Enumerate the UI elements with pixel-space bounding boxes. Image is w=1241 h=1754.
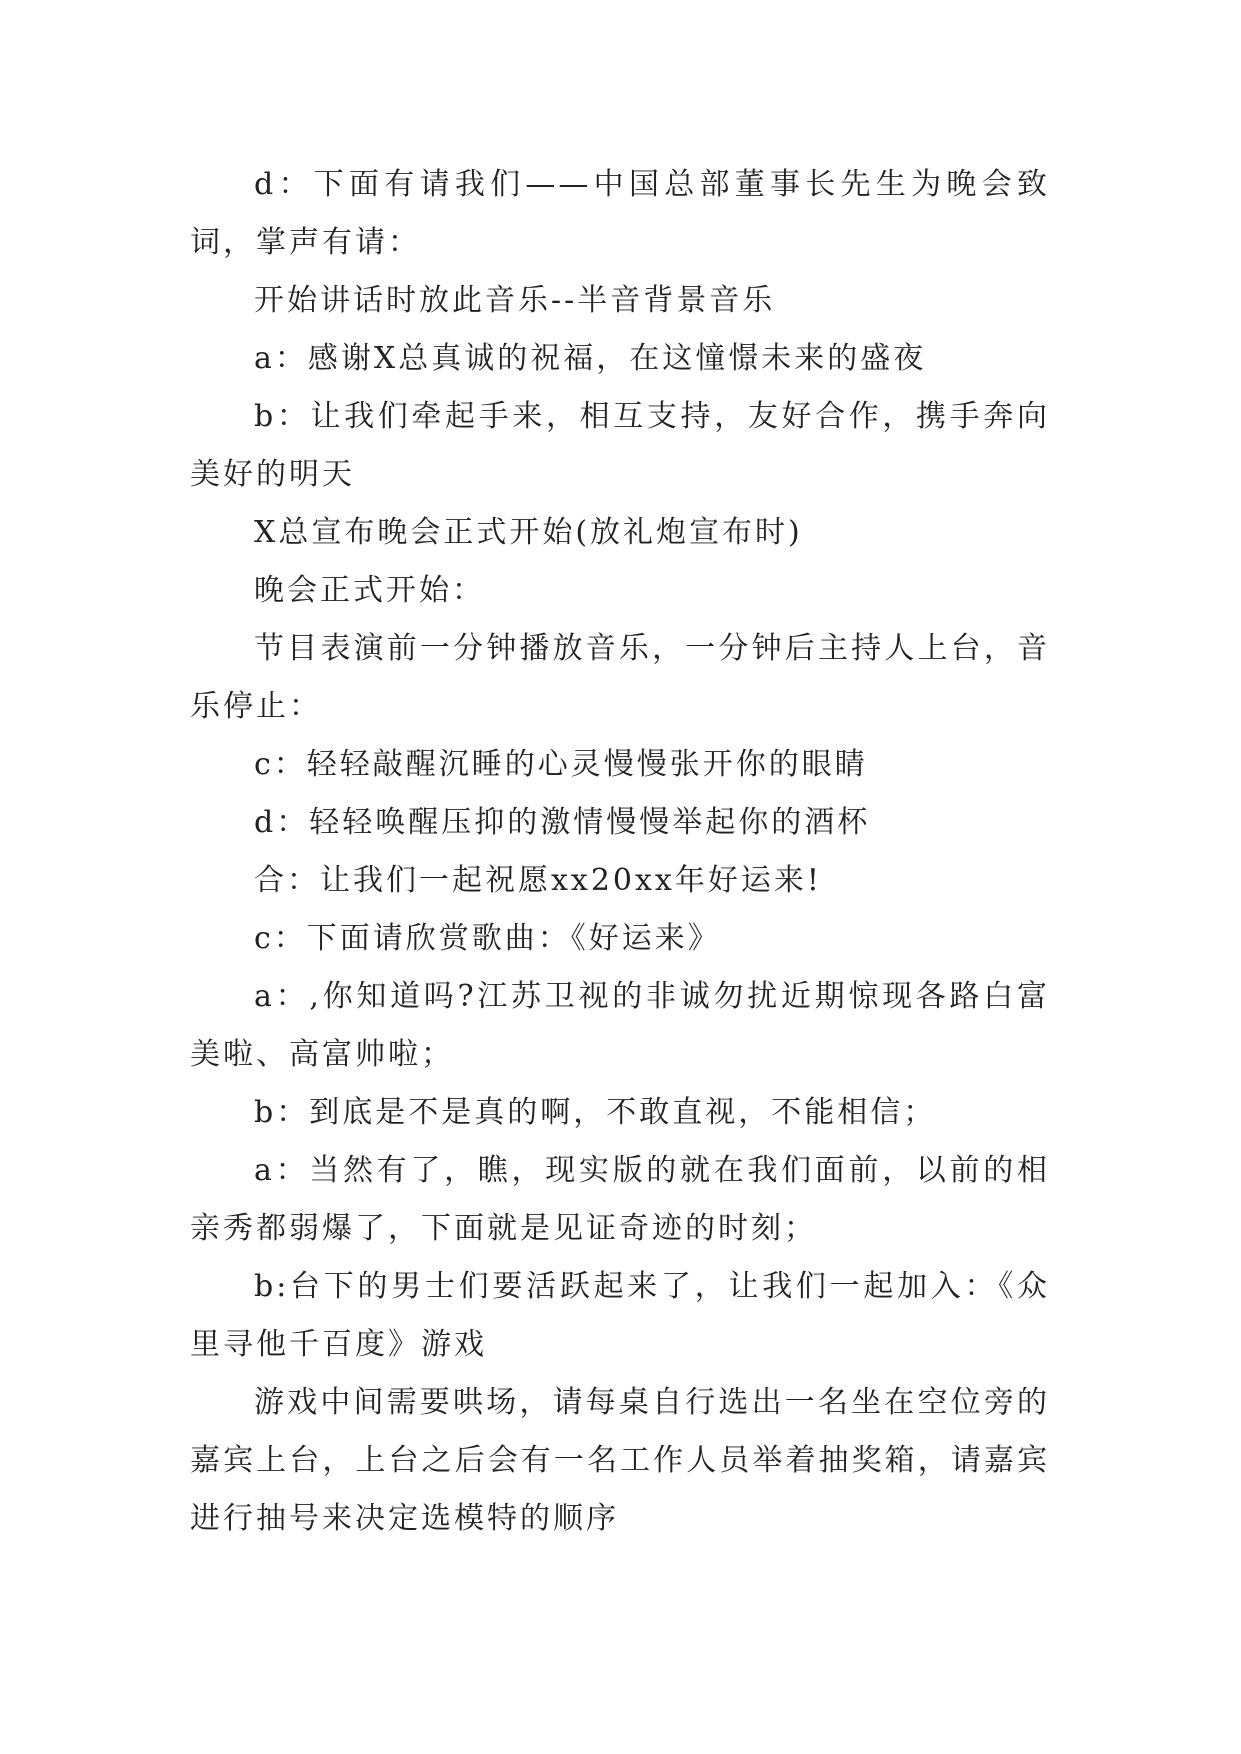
paragraph: 晚会正式开始： bbox=[254, 573, 485, 608]
paragraph: c：轻轻敲醒沉睡的心灵慢慢张开你的眼睛 bbox=[254, 747, 868, 782]
paragraph: b：到底是不是真的啊，不敢直视，不能相信； bbox=[254, 1095, 937, 1130]
document-body bbox=[190, 156, 1050, 1548]
paragraph: a：,你知道吗?江苏卫视的非诚勿扰近期惊现各路白富美啦、高富帅啦； bbox=[190, 979, 1050, 1072]
paragraph: d：轻轻唤醒压抑的激情慢慢举起你的酒杯 bbox=[254, 805, 871, 840]
paragraph: 节目表演前一分钟播放音乐，一分钟后主持人上台，音乐停止： bbox=[190, 631, 1050, 724]
paragraph: a：当然有了，瞧，现实版的就在我们面前，以前的相亲秀都弱爆了，下面就是见证奇迹的时刻； bbox=[190, 1153, 1050, 1246]
paragraph: d：下面有请我们——中国总部董事长先生为晚会致词，掌声有请： bbox=[190, 167, 1050, 260]
paragraph: c：下面请欣赏歌曲：《好运来》 bbox=[254, 921, 721, 956]
paragraph: 开始讲话时放此音乐--半音背景音乐 bbox=[254, 283, 776, 318]
paragraph: 合：让我们一起祝愿xx20xx年好运来! bbox=[254, 863, 822, 898]
paragraph: X总宣布晚会正式开始(放礼炮宣布时) bbox=[254, 515, 803, 550]
paragraph: a：感谢X总真诚的祝福，在这憧憬未来的盛夜 bbox=[254, 341, 927, 376]
paragraph: b：让我们牵起手来，相互支持，友好合作，携手奔向美好的明天 bbox=[190, 399, 1050, 492]
paragraph: 游戏中间需要哄场，请每桌自行选出一名坐在空位旁的嘉宾上台，上台之后会有一名工作人员举着抽奖箱，请嘉宾进行抽号来决定选模特的顺序 bbox=[190, 1385, 1050, 1536]
paragraph: b:台下的男士们要活跃起来了，让我们一起加入：《众里寻他千百度》游戏 bbox=[190, 1269, 1050, 1362]
